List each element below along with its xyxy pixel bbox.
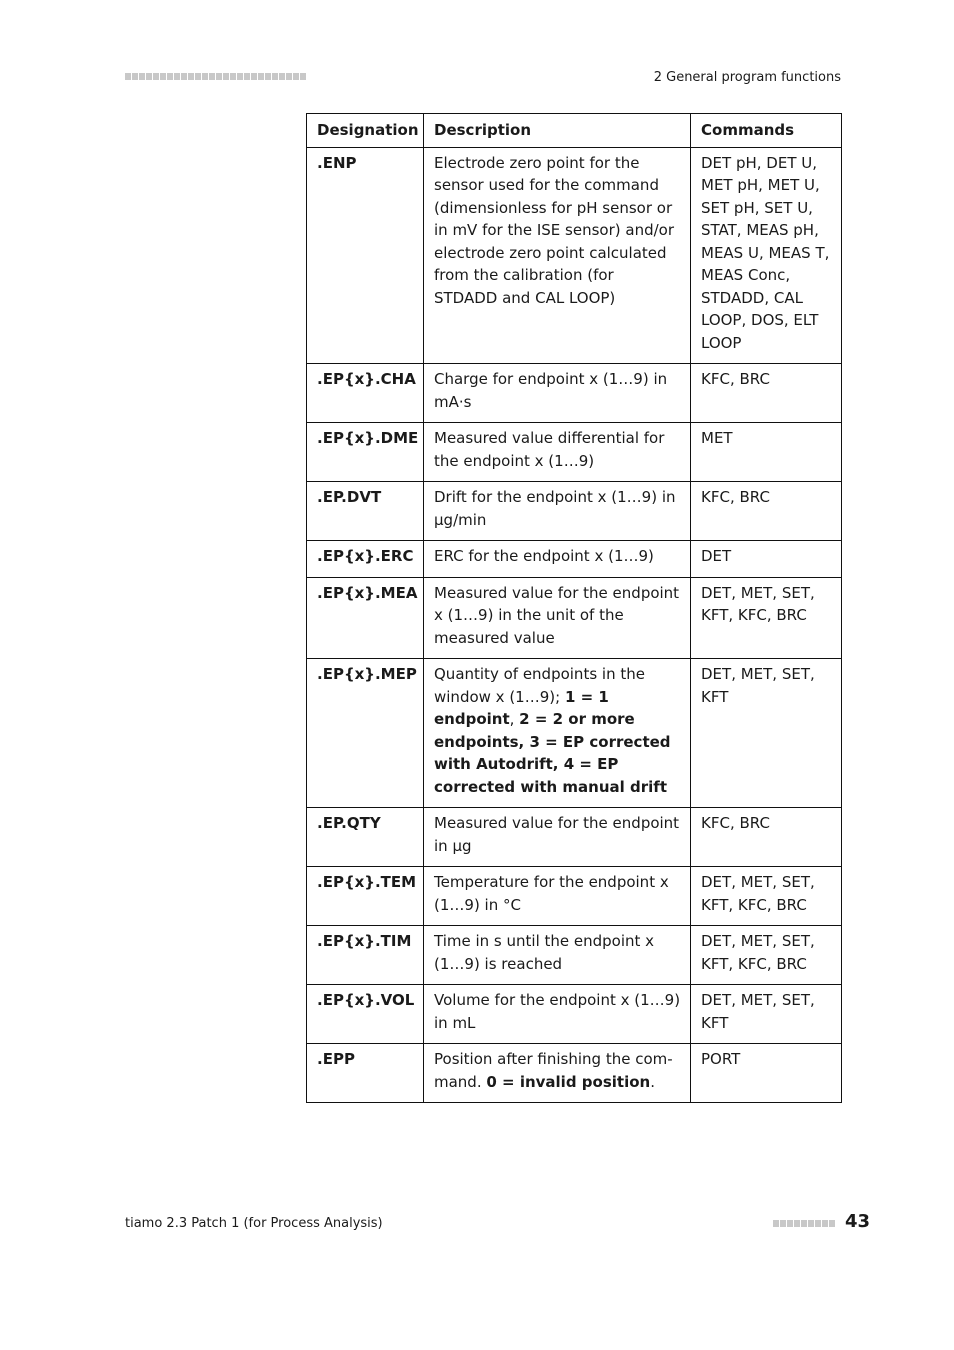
table-row (307, 926, 842, 985)
description-cell (424, 364, 691, 423)
table-row (307, 808, 842, 867)
decoration-square (230, 73, 236, 80)
designation-cell: .EP.QTY (307, 808, 424, 867)
decoration-square (125, 73, 131, 80)
description-text: , (509, 710, 520, 728)
decoration-square (237, 73, 243, 80)
description-cell (424, 659, 691, 808)
decoration-square (153, 73, 159, 80)
decoration-square (146, 73, 152, 80)
table-body (307, 147, 842, 1103)
commands-cell: DET, MET, SET, KFT, KFC, BRC (691, 926, 842, 985)
commands-cell: MET (691, 423, 842, 482)
description-cell (424, 926, 691, 985)
decoration-square (293, 73, 299, 80)
decoration-square (822, 1220, 828, 1227)
decoration-square (808, 1220, 814, 1227)
decoration-square (167, 73, 173, 80)
decoration-square (139, 73, 145, 80)
column-header-description: Description (424, 114, 691, 148)
table-row (307, 659, 842, 808)
decoration-square (216, 73, 222, 80)
decoration-square (174, 73, 180, 80)
footer-product: tiamo 2.3 Patch 1 (for Process Analysis) (125, 1216, 383, 1231)
commands-cell: DET (691, 541, 842, 578)
description-bold-text: 0 = invalid position (486, 1072, 651, 1091)
decoration-square (202, 73, 208, 80)
description-text: Position after finishing the command. (434, 1050, 673, 1091)
decoration-square (773, 1220, 779, 1227)
table-row (307, 985, 842, 1044)
commands-cell: DET, MET, SET, KFT, KFC, BRC (691, 867, 842, 926)
designation-cell: .EP{x}.MEA (307, 577, 424, 659)
table-row (307, 577, 842, 659)
column-header-commands: Commands (691, 114, 842, 148)
description-cell (424, 867, 691, 926)
decoration-square (132, 73, 138, 80)
commands-cell: DET, MET, SET, KFT, KFC, BRC (691, 577, 842, 659)
description-cell (424, 808, 691, 867)
decoration-square (829, 1220, 835, 1227)
variables-table (306, 113, 842, 1103)
commands-cell: DET, MET, SET, KFT (691, 659, 842, 808)
decoration-square (794, 1220, 800, 1227)
page-number: 43 (845, 1211, 871, 1232)
decoration-square (244, 73, 250, 80)
table-row (307, 867, 842, 926)
table-row (307, 423, 842, 482)
designation-cell: .EP{x}.MEP (307, 659, 424, 808)
description-bold-text: 2 = 2 or more endpoints, 3 = EP corrected with Autodrift, 4 = EP corrected with manual drift (434, 710, 671, 796)
description-text: Charge for endpoint x (1…9) in mA·s (434, 370, 668, 411)
designation-cell: .ENP (307, 147, 424, 364)
description-cell (424, 1044, 691, 1103)
decoration-square (787, 1220, 793, 1227)
table-header-row (307, 114, 842, 148)
decoration-square (265, 73, 271, 80)
decoration-square (286, 73, 292, 80)
designation-cell: .EP{x}.CHA (307, 364, 424, 423)
commands-cell: KFC, BRC (691, 364, 842, 423)
decoration-square (801, 1220, 807, 1227)
description-cell (424, 577, 691, 659)
table-row (307, 147, 842, 364)
column-header-designation: Designation (307, 114, 424, 148)
description-text: Drift for the endpoint x (1…9) in µg/min (434, 488, 676, 529)
decoration-square (258, 73, 264, 80)
description-text: Volume for the endpoint x (1…9) in mL (434, 991, 681, 1032)
commands-cell: KFC, BRC (691, 482, 842, 541)
table-row (307, 482, 842, 541)
description-text: Measured value for the endpoint in µg (434, 814, 680, 855)
description-text: Electrode zero point for the sensor used for the command (dimensionless for pH sensor or in mV for the ISE sensor) and/or electrode zero point calculated from the calibration (for STDADD and CAL LOOP) (434, 153, 674, 307)
header-decoration (125, 73, 306, 80)
description-text: Quantity of endpoints in the window x (1…9); (434, 665, 645, 706)
description-text: Temperature for the endpoint x (1…9) in °C (434, 873, 669, 914)
designation-cell: .EP{x}.TIM (307, 926, 424, 985)
footer-decoration (773, 1220, 835, 1227)
table-row (307, 1044, 842, 1103)
decoration-square (300, 73, 306, 80)
description-cell (424, 985, 691, 1044)
decoration-square (209, 73, 215, 80)
designation-cell: .EP{x}.DME (307, 423, 424, 482)
description-text: Measured value for the endpoint x (1…9) in the unit of the measured value (434, 583, 680, 647)
decoration-square (272, 73, 278, 80)
commands-cell: DET, MET, SET, KFT (691, 985, 842, 1044)
section-title: 2 General program functions (653, 70, 841, 85)
description-text: . (650, 1072, 655, 1091)
designation-cell: .EP{x}.TEM (307, 867, 424, 926)
decoration-square (181, 73, 187, 80)
decoration-square (195, 73, 201, 80)
commands-cell: KFC, BRC (691, 808, 842, 867)
decoration-square (188, 73, 194, 80)
decoration-square (815, 1220, 821, 1227)
description-cell (424, 423, 691, 482)
table-row (307, 541, 842, 578)
designation-cell: .EP.DVT (307, 482, 424, 541)
description-text: Measured value differential for the endpoint x (1…9) (434, 429, 665, 470)
designation-cell: .EP{x}.ERC (307, 541, 424, 578)
description-cell (424, 482, 691, 541)
description-text: Time in s until the endpoint x (1…9) is reached (434, 932, 655, 973)
decoration-square (160, 73, 166, 80)
description-bold-text: 1 = 1 endpoint (434, 687, 609, 728)
designation-cell: .EPP (307, 1044, 424, 1103)
description-cell (424, 541, 691, 578)
decoration-square (223, 73, 229, 80)
decoration-square (780, 1220, 786, 1227)
description-cell (424, 147, 691, 364)
decoration-square (251, 73, 257, 80)
decoration-square (279, 73, 285, 80)
table-row (307, 364, 842, 423)
description-text: ERC for the endpoint x (1…9) (434, 547, 654, 565)
designation-cell: .EP{x}.VOL (307, 985, 424, 1044)
commands-cell: DET pH, DET U, MET pH, MET U, SET pH, SET U, STAT, MEAS pH, MEAS U, MEAS T, MEAS Conc, STDADD, CAL LOOP, DOS, ELT LOOP (691, 147, 842, 364)
commands-cell: PORT (691, 1044, 842, 1103)
